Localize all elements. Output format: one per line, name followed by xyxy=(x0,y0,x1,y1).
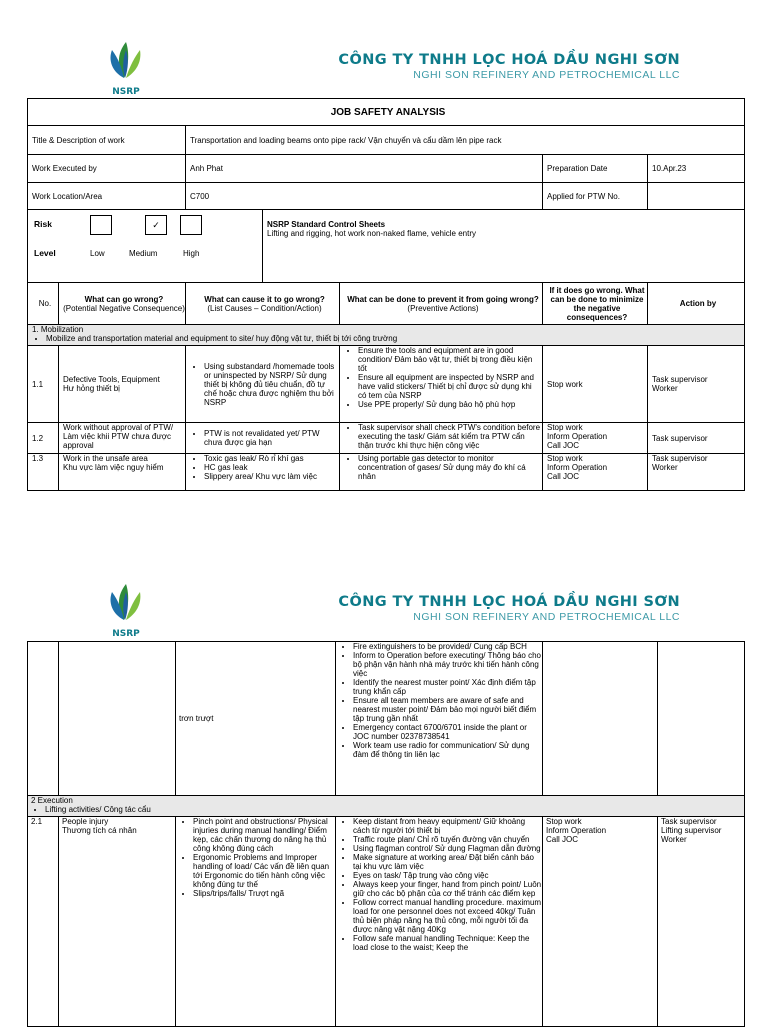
page-header xyxy=(0,34,768,100)
risk-level-cell xyxy=(28,210,263,283)
control-title: NSRP Standard Control Sheets xyxy=(267,220,386,229)
company-name-en: NGHI SON REFINERY AND PETROCHEMICAL LLC xyxy=(413,69,680,81)
level-label: Level xyxy=(34,248,56,258)
svg-text:NSRP: NSRP xyxy=(112,629,140,638)
section-heading: 2 Execution • Lifting activities/ Công tác cẩu xyxy=(28,796,745,817)
risk-box-low xyxy=(90,215,112,235)
location-label: Work Location/Area xyxy=(28,183,186,210)
executed-value: Anh Phat xyxy=(186,155,543,183)
jsa-title: JOB SAFETY ANALYSIS xyxy=(28,99,745,126)
table-row: 1.3 Work in the unsafe area Khu vực làm việc nguy hiểm • Toxic gas leak/ Rò rỉ khí gas • HC gas leak • Slippery area/ Khu vực làm việc • Using portable gas detector to monitor concentration of gases/ Sử dụng máy đo khí cá nhân Stop work Inform Operation Call JOC Task supervisor Worker xyxy=(28,454,745,491)
col-ifwrong: If it does go wrong. What can be done to minimize the negative consequences? xyxy=(543,283,648,325)
jsa-table xyxy=(27,98,745,491)
title-label: Title & Description of work xyxy=(28,126,186,155)
risk-box-medium: ✓ xyxy=(145,215,167,235)
level-low: Low xyxy=(90,249,105,258)
risk-box-high xyxy=(180,215,202,235)
company-name-vi: CÔNG TY TNHH LỌC HOÁ DẦU NGHI SƠN xyxy=(338,594,680,610)
ptw-label: Applied for PTW No. xyxy=(543,183,648,210)
page-header-2 xyxy=(0,576,768,642)
prep-date-label: Preparation Date xyxy=(543,155,648,183)
nsrp-logo xyxy=(104,38,148,96)
col-prevent: What can be done to prevent it from going wrong? (Preventive Actions) xyxy=(340,283,543,325)
control-sheets-cell xyxy=(263,210,745,283)
control-text: Lifting and rigging, hot work non-naked flame, vehicle entry xyxy=(267,229,477,238)
risk-label: Risk xyxy=(34,219,52,229)
section-heading: 1. Mobilization • Mobilize and transportation material and equipment to site/ huy động vật tư, thiết bị tới công trường xyxy=(28,325,745,346)
col-action: Action by xyxy=(648,283,745,325)
table-row: trơn trượt • Fire extinguishers to be provided/ Cung cấp BCH • Inform to Operation before executing/ Thông báo cho bộ phận vận hành nhà máy trước khi tiến hành công việc • Identify the nearest muster point/ Xác định điểm tập trung khẩn cấp • Ensure all team members are aware of safe and nearest muster point/ Đảm bảo mọi người biết điểm tập trung gần nhất • Emergency contact 6700/6701 inside the plant or JOC number 02378738541 • Work team use radio for communication/ Sử dụng đàm để thông tin liên lạc xyxy=(28,642,745,796)
nsrp-logo xyxy=(104,580,148,638)
title-value: Transportation and loading beams onto pipe rack/ Vận chuyển và cẩu dầm lên pipe rack xyxy=(186,126,745,155)
jsa-table-continued xyxy=(27,641,745,1027)
level-medium: Medium xyxy=(129,249,158,258)
level-high: High xyxy=(183,249,200,258)
table-row: 1.1 Defective Tools, Equipment Hư hỏng thiết bị • Using substandard /homemade tools or uninspected by NSRP/ Sử dụng thiết bị không đủ tiêu chuẩn, đồ tự chế hoặc chưa được nghiệm thu bởi NSRP • Ensure the tools and equipment are in good condition/ Đảm bảo vật tư, thiết bị trong điều kiện tốt • Ensure all equipment are inspected by NSRP and have valid stickers/ Thiết bị chỉ được sử dụng khi có tem của NSRP • Use PPE properly/ Sử dụng bảo hộ phù hợp Stop work Task supervisor Worker xyxy=(28,346,745,423)
col-wrong: What can go wrong? (Potential Negative Consequence) xyxy=(59,283,186,325)
table-row: 1.2 Work without approval of PTW/ Làm việc khii PTW chưa được approval • PTW is not revalidated yet/ PTW chưa được gia hạn • Task supervisor shall check PTW's condition before executing the task/ Giám sát kiểm tra PTW cẩn thận trước khi thực hiện công việc Stop work Inform Operation Call JOC Task supervisor xyxy=(28,423,745,454)
table-row: 2.1 People injury Thương tích cá nhân • Pinch point and obstructions/ Physical injuries during manual handling/ Điểm kẹp, các chấn thương do nâng hạ thủ công không đúng cách • Ergonomic Problems and Improper handling of load/ Các vấn đề liên quan tới Ergonomic do tiến hành công việc không đúng tư thế • Slips/trips/falls/ Trượt ngã • Keep distant from heavy equipment/ Giữ khoảng cách từ người tới thiết bị • Traffic route plan/ Chỉ rõ tuyến đường vận chuyển • Using flagman control/ Sử dụng Flagman dẫn đường • Make signature at working area/ Đặt biển cảnh báo tại khu vực làm việc • Eyes on task/ Tập trung vào công việc • Always keep your finger, hand from pinch point/ Luôn giữ cho các bộ phận của cơ thể tránh các điểm kẹp • Follow correct manual handling procedure. maximum load for one personnel does not exceed 40kg/ Tuân thủ biện pháp nâng hạ thủ công, mỗi người tối đa được nâng vật nặng 40Kg • Follow safe manual handling Technique: Keep the load close to the waist; Keep the Stop work Inform Operation Call JOC Task supervisor Lifting supervisor Worker xyxy=(28,817,745,1027)
location-value: C700 xyxy=(186,183,543,210)
col-no: No. xyxy=(28,283,59,325)
prep-date-value: 10.Apr.23 xyxy=(648,155,745,183)
svg-text:NSRP: NSRP xyxy=(112,87,140,96)
company-name-en: NGHI SON REFINERY AND PETROCHEMICAL LLC xyxy=(413,611,680,623)
executed-label: Work Executed by xyxy=(28,155,186,183)
company-name-vi: CÔNG TY TNHH LỌC HOÁ DẦU NGHI SƠN xyxy=(338,52,680,68)
col-cause: What can cause it to go wrong? (List Causes – Condition/Action) xyxy=(186,283,340,325)
ptw-value xyxy=(648,183,745,210)
